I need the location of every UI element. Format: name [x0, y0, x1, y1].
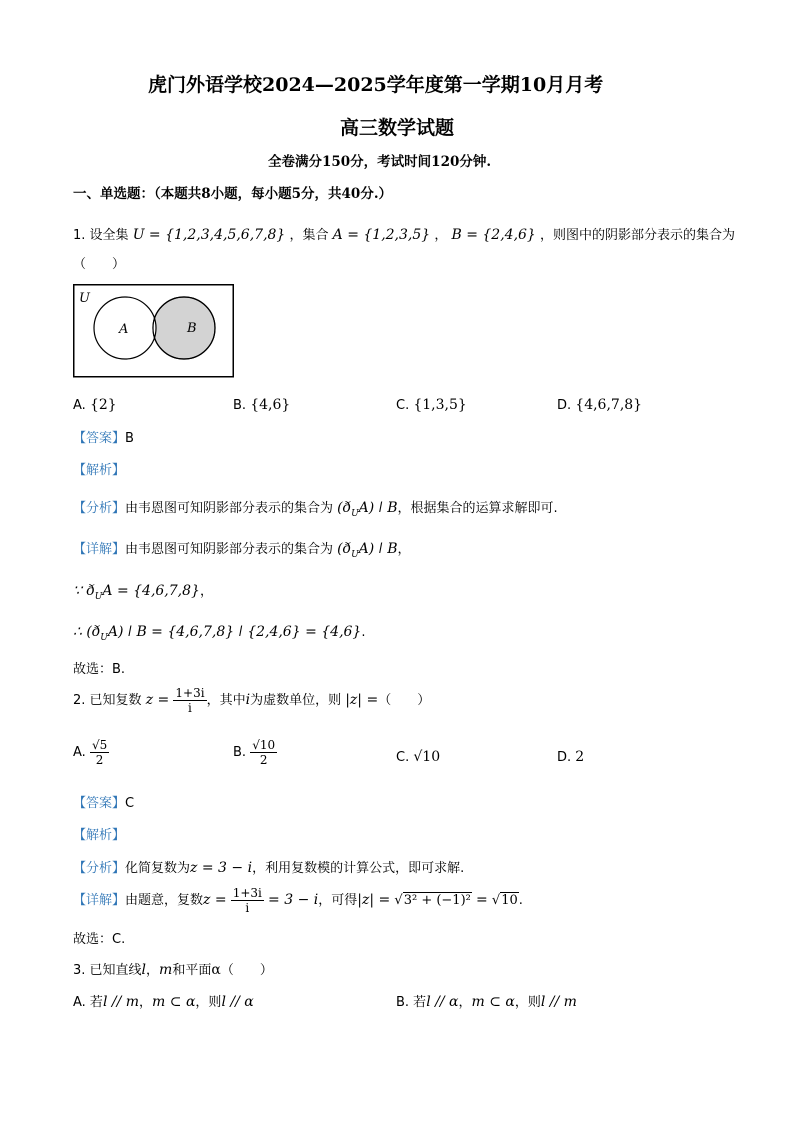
q1-answer: B: [125, 431, 134, 446]
exam-subtitle: 高三数学试题: [340, 117, 455, 139]
q1-option-a-value: {2}: [89, 397, 117, 413]
q1-option-d-value: {4,6,7,8}: [575, 397, 643, 413]
q1-stem: [73, 226, 735, 245]
q1-fenxi-expr: $(ð_UA)$ ǀ B: [337, 500, 398, 519]
q2-option-a: A. $\frac{√5}{2}$: [73, 738, 108, 767]
q1-number: 1. 设全集: [73, 228, 129, 243]
q1-option-b: B. {4,6}: [233, 397, 291, 413]
q2-option-a-value: $\frac{√5}{2}$: [91, 738, 108, 767]
q2-number: 2. 已知复数: [73, 693, 142, 708]
q2-xiangjie-line: 【详解】由题意，复数z = $\frac{1+3i}{i}$ = 3 − i，可得|z| = √3² + (−1)² = √10.: [73, 886, 523, 915]
q2-answer-line: 【答案】C: [73, 796, 135, 811]
section-heading: 一、单选题：（本题共8小题，每小题5分，共40分.）: [73, 186, 393, 202]
q2-option-d-value: 2: [575, 749, 585, 765]
q1-tail-text: ，则图中的阴影部分表示的集合为: [539, 228, 735, 243]
q2-option-c: C. √10: [396, 749, 441, 765]
exam-title: 虎门外语学校2024—2025学年度第一学期10月月考: [148, 74, 604, 96]
q1-because-line: ∵ $ð_UA = \{4,6,7,8\}$，: [73, 583, 213, 602]
q1-conclusion: 故选：B.: [73, 662, 126, 677]
q3-option-a: A. 若l // m，m ⊂ α，则l // α: [73, 994, 254, 1010]
venn-label-a: A: [119, 322, 129, 337]
q1-paren: （ ）: [73, 257, 126, 272]
q1-mid-text: ，集合: [289, 228, 329, 243]
q2-stem: 2. 已知复数 z = $\frac{1+3i}{i}$ ，其中i为虚数单位，则 |z| =（ ）: [73, 686, 431, 715]
q2-modulus-root: √3² + (−1)²: [394, 893, 471, 908]
q1-option-c-value: {1,3,5}: [413, 397, 467, 413]
q1-fenxi-line: 【分析】由韦恩图可知阴影部分表示的集合为 $(ð_UA)$ ǀ B，根据集合的运算求解即可.: [73, 500, 558, 519]
q1-option-d: D. {4,6,7,8}: [557, 397, 643, 413]
q1-therefore-line: ∴ $(ð_UA)$ ǀ B = {4,6,7,8} ǀ {2,4,6} = {4,6}.: [73, 624, 366, 643]
q1-a-set: A = {1,2,3,5}: [332, 227, 431, 243]
q1-answer-tag: 【答案】: [73, 431, 126, 446]
venn-label-b: B: [187, 321, 197, 336]
q2-fenxi-line: 【分析】化简复数为z = 3 − i，利用复数模的计算公式，即可求解.: [73, 860, 465, 876]
q1-option-b-value: {4,6}: [250, 397, 291, 413]
q2-analysis-tag: 【解析】: [73, 828, 126, 843]
q1-xiangjie-line: 【详解】由韦恩图可知阴影部分表示的集合为 $(ð_UA)$ ǀ B，: [73, 541, 411, 560]
q1-answer-line: [73, 430, 134, 448]
q1-separator: ，: [434, 228, 448, 243]
q2-answer: C: [125, 796, 135, 811]
q1-option-c: C. {1,3,5}: [396, 397, 467, 413]
q1-xiangjie-expr: $(ð_UA)$ ǀ B: [337, 541, 398, 560]
q2-option-d: D. 2: [557, 749, 585, 765]
q3-option-b: B. 若l // α，m ⊂ α，则l // m: [396, 994, 577, 1010]
q2-option-b: B. $\frac{√10}{2}$: [233, 738, 276, 767]
q2-conclusion: 故选：C.: [73, 932, 126, 947]
exam-info: 全卷满分150分，考试时间120分钟.: [268, 154, 492, 170]
q2-option-c-value: √10: [413, 749, 441, 765]
q3-stem: 3. 已知直线l，m和平面α（ ）: [73, 962, 273, 978]
q1-analysis-tag: 【解析】: [73, 463, 126, 478]
q1-option-a: A. {2}: [73, 397, 117, 413]
q2-fraction: $\frac{1+3i}{i}$: [175, 686, 205, 715]
venn-label-u: U: [79, 291, 90, 306]
venn-diagram: [73, 284, 235, 378]
q1-b-set: B = {2,4,6}: [451, 227, 536, 243]
q2-option-b-value: $\frac{√10}{2}$: [252, 738, 276, 767]
q1-u-set: U = {1,2,3,4,5,6,7,8}: [132, 227, 286, 243]
